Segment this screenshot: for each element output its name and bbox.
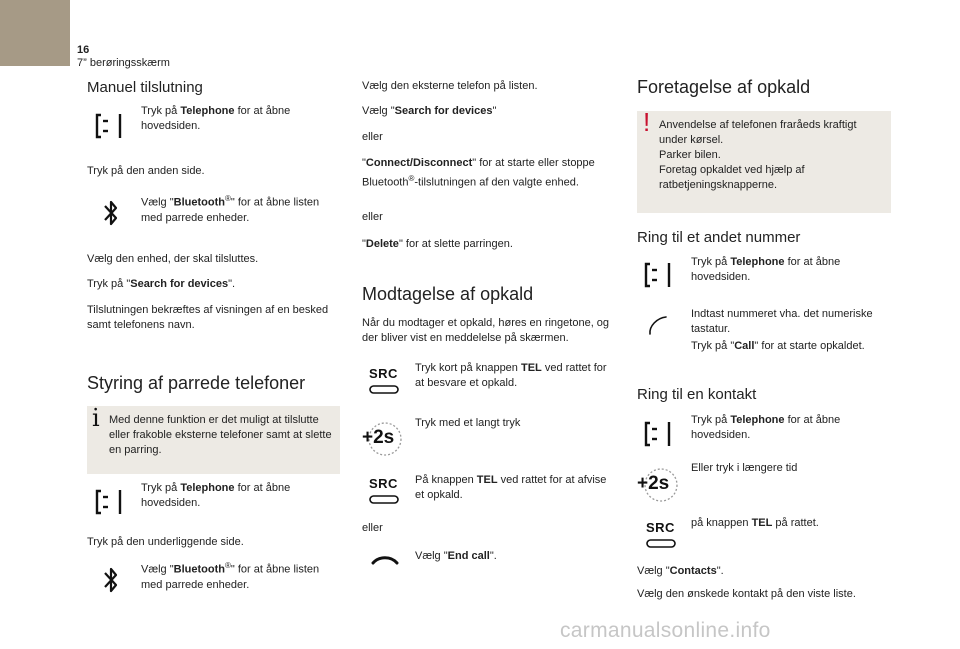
- long-press-icon: +2s: [637, 464, 681, 506]
- step-next-page: Tryk på den anden side.: [87, 165, 205, 177]
- phone-icon: [641, 419, 675, 449]
- long-press-icon: +2s: [362, 418, 404, 460]
- or-text: eller: [362, 211, 383, 223]
- step-end-call: Vælg "End call".: [415, 550, 497, 562]
- step-tel-button: på knappen TEL på rattet.: [691, 517, 819, 529]
- step-enter-number: Indtast nummeret vha. det numeriske tastatur.: [691, 308, 873, 335]
- phone-icon: [92, 111, 126, 141]
- bluetooth-icon: [103, 197, 119, 229]
- src-button-icon: SRC: [368, 366, 402, 402]
- step-select-contacts: Vælg "Contacts".: [637, 565, 724, 577]
- step-long-press: Tryk med et langt tryk: [415, 417, 521, 429]
- connection-confirmation: Tilslutningen bekræftes af visningen af en besked samt telefonens navn.: [87, 304, 329, 331]
- phone-icon: [92, 487, 126, 517]
- or-text: eller: [362, 131, 383, 143]
- heading-make-call: Foretagelse af opkald: [637, 77, 811, 97]
- step-select-bluetooth: Vælg "Bluetooth®" for at åbne listen med parrede enheder.: [141, 194, 320, 224]
- end-call-icon: [370, 553, 400, 567]
- warning-icon: !: [643, 107, 651, 137]
- option-delete: "Delete" for at slette parringen.: [362, 238, 513, 250]
- or-text: eller: [362, 522, 383, 534]
- step-press-call: Tryk på "Call" for at starte opkaldet.: [691, 340, 865, 352]
- option-connect-disconnect: "Connect/Disconnect" for at starte eller stoppe Bluetooth®-tilslutningen af den valgte enhed.: [362, 157, 595, 189]
- page-number: 16: [77, 44, 90, 56]
- step-long-press-2: Eller tryk i længere tid: [691, 462, 798, 474]
- heading-manual-connection: Manuel tilslutning: [87, 79, 203, 96]
- step-select-bluetooth-2: Vælg "Bluetooth®" for at åbne listen med parrede enheder.: [141, 561, 320, 591]
- heading-manage-paired: Styring af parrede telefoner: [87, 373, 306, 393]
- heading-call-number: Ring til et andet nummer: [637, 229, 801, 246]
- src-button-icon: SRC: [645, 520, 679, 556]
- step-open-telephone-3: Tryk på Telephone for at åbne hovedsiden.: [691, 256, 841, 283]
- step-answer-short-press: Tryk kort på knappen TEL ved rattet for at besvare et opkald.: [415, 362, 607, 389]
- watermark: carmanualsonline.info: [560, 619, 771, 642]
- step-search-devices: Tryk på "Search for devices".: [87, 278, 236, 290]
- info-icon: i: [92, 404, 100, 432]
- step-select-external-phone: Vælg den eksterne telefon på listen.: [362, 80, 538, 92]
- step-open-telephone: Tryk på Telephone for at åbne hovedsiden.: [141, 105, 291, 132]
- info-note: [87, 406, 340, 474]
- src-button-icon: SRC: [368, 476, 402, 512]
- info-note-text: Med denne funktion er det muligt at tilslutte eller frakoble eksterne telefoner samt at slette en parring.: [109, 414, 332, 456]
- step-select-device: Vælg den enhed, der skal tilsluttes.: [87, 253, 259, 265]
- receive-call-intro: Når du modtager et opkald, høres en ringetone, og der bliver vist en meddelelse på skærmen.: [362, 317, 610, 344]
- warning-note: [637, 107, 891, 213]
- handset-icon: [645, 312, 671, 338]
- option-search-devices: Vælg "Search for devices": [362, 105, 497, 117]
- chapter-tab: [0, 0, 70, 66]
- step-open-telephone-4: Tryk på Telephone for at åbne hovedsiden.: [691, 414, 841, 441]
- step-open-telephone-2: Tryk på Telephone for at åbne hovedsiden.: [141, 482, 291, 509]
- step-reject-call: På knappen TEL ved rattet for at afvise et opkald.: [415, 474, 607, 501]
- heading-call-contact: Ring til en kontakt: [637, 386, 757, 403]
- warning-note-text: Anvendelse af telefonen fraråeds kraftigt under kørsel. Parker bilen. Foretag opkaldet ved hjælp af ratbetjeningsknapperne.: [659, 119, 857, 191]
- bluetooth-icon: [103, 564, 119, 596]
- section-title: 7” berøringsskærm: [77, 57, 170, 69]
- step-select-contact: Vælg den ønskede kontakt på den viste liste.: [637, 588, 856, 600]
- heading-receive-call: Modtagelse af opkald: [362, 284, 534, 304]
- step-lower-page: Tryk på den underliggende side.: [87, 536, 244, 548]
- phone-icon: [641, 260, 675, 290]
